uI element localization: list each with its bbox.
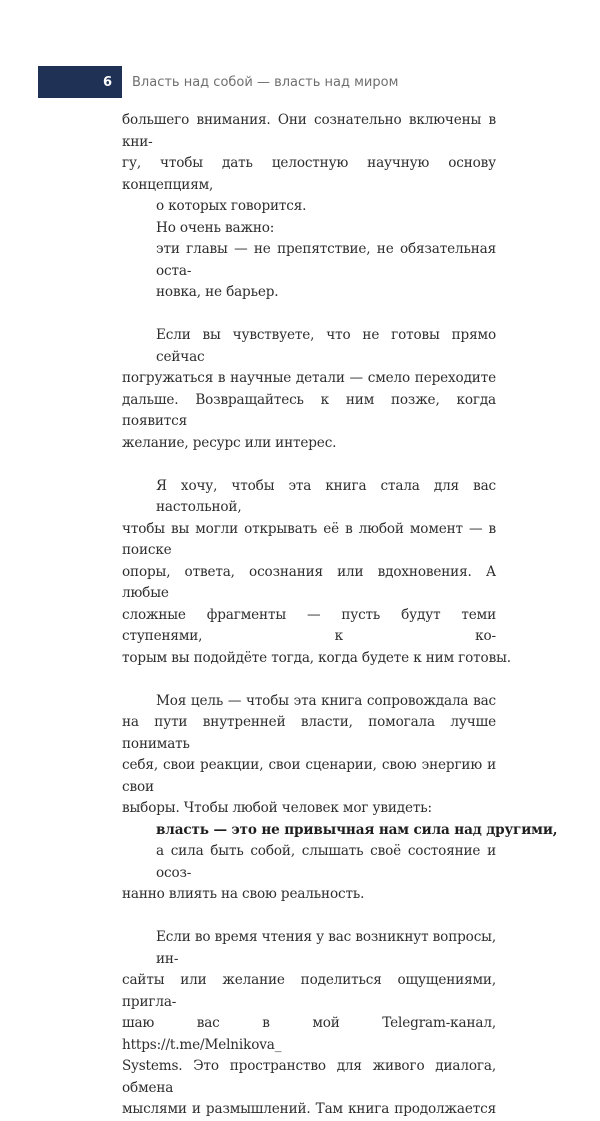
text-line: на пути внутренней власти, помогала лучше понимать	[122, 714, 496, 752]
emphasis-line: власть — это не привычная нам сила над другими,	[156, 821, 558, 838]
page-number: 6	[38, 66, 122, 98]
text-line: выборы. Чтобы любой человек мог увидеть:	[122, 800, 432, 816]
text-line: большего внимания. Они сознательно включены в кни-	[122, 112, 496, 150]
text-line: себя, свои реакции, свои сценарии, свою энергию и свои	[122, 757, 496, 795]
paragraph-4	[122, 476, 511, 670]
running-title: Власть над собой — власть над миром	[132, 74, 399, 90]
paragraph-5	[122, 691, 558, 906]
paragraph-3	[122, 325, 496, 454]
paragraph-1	[122, 110, 496, 218]
text-line: о которых говорится.	[156, 198, 307, 214]
text-line: эти главы — не препятствие, не обязательная оста-	[156, 241, 496, 279]
text-line: Но очень важно:	[156, 219, 275, 236]
text-line: шаю вас в мой Telegram-канал, https://t.me/Melnikova_	[122, 1015, 496, 1053]
text-line: нанно влиять на свою реальность.	[122, 886, 365, 902]
page-header	[38, 66, 518, 98]
text-line: сложные фрагменты — пусть будут теми ступенями, к ко-	[122, 606, 496, 644]
text-line: торым вы подойдёте тогда, когда будете к ним готовы.	[122, 649, 511, 666]
text-line: Если во время чтения у вас возникнут вопросы, ин-	[156, 929, 496, 967]
text-line: сайты или желание поделиться ощущениями, пригла-	[122, 972, 496, 1010]
text-line: опоры, ответа, осознания или вдохновения. А любые	[122, 563, 496, 601]
text-line: желание, ресурс или интерес.	[122, 434, 337, 451]
text-line: Я хочу, чтобы эта книга стала для вас настольной,	[156, 477, 496, 515]
text-line: погружаться в научные детали — смело переходите	[122, 370, 496, 386]
text-line: мыслями и размышлений. Там книга продолжается	[122, 1101, 496, 1117]
text-line: Моя цель — чтобы эта книга сопровождала вас	[156, 692, 496, 709]
text-line: чтобы вы могли открывать её в любой момент — в поиске	[122, 520, 496, 558]
text-line: дальше. Возвращайтесь к ним позже, когда появится	[122, 391, 496, 429]
paragraph-6	[122, 927, 496, 1121]
paragraph-2	[122, 218, 496, 304]
text-line: а сила быть собой, слышать своё состояние и осоз-	[156, 843, 496, 881]
text-line: гу, чтобы дать целостную научную основу концепциям,	[122, 155, 496, 193]
page-body	[122, 110, 558, 1121]
text-line: Systems. Это пространство для живого диалога, обмена	[122, 1058, 496, 1096]
text-line: Если вы чувствуете, что не готовы прямо сейчас	[156, 327, 496, 365]
text-line: новка, не барьер.	[156, 284, 279, 300]
